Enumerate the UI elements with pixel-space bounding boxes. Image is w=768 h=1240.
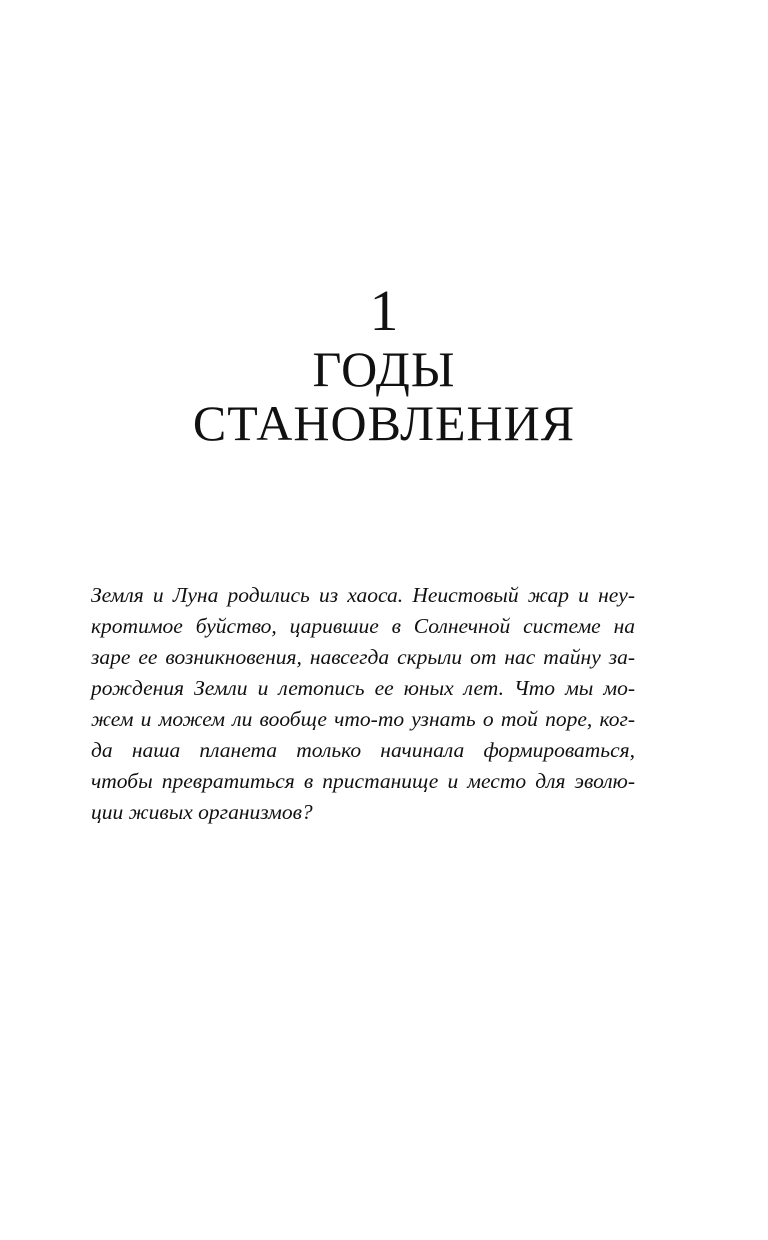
epigraph-line: рождения Земли и летопись ее юных лет. Что мы мо- [91,676,635,700]
epigraph-line: кротимое буйство, царившие в Солнечной системе на [91,614,635,638]
epigraph-line: жем и можем ли вообще что-то узнать о той поре, ког- [91,707,635,731]
epigraph-line: да наша планета только начинала формироваться, [91,738,635,762]
chapter-title-line-1: ГОДЫ [312,341,456,397]
chapter-header [0,278,768,451]
epigraph-line: чтобы превратиться в пристанище и место для эволю- [91,769,635,793]
chapter-number: 1 [369,278,399,343]
epigraph-line: заре ее возникновения, навсегда скрыли от нас тайну за- [91,645,635,669]
chapter-title-line-2: СТАНОВЛЕНИЯ [192,395,576,451]
epigraph-line: ции живых организмов? [91,800,313,824]
epigraph-line: Земля и Луна родились из хаоса. Неистовый жар и неу- [91,583,635,607]
chapter-epigraph [91,580,635,828]
